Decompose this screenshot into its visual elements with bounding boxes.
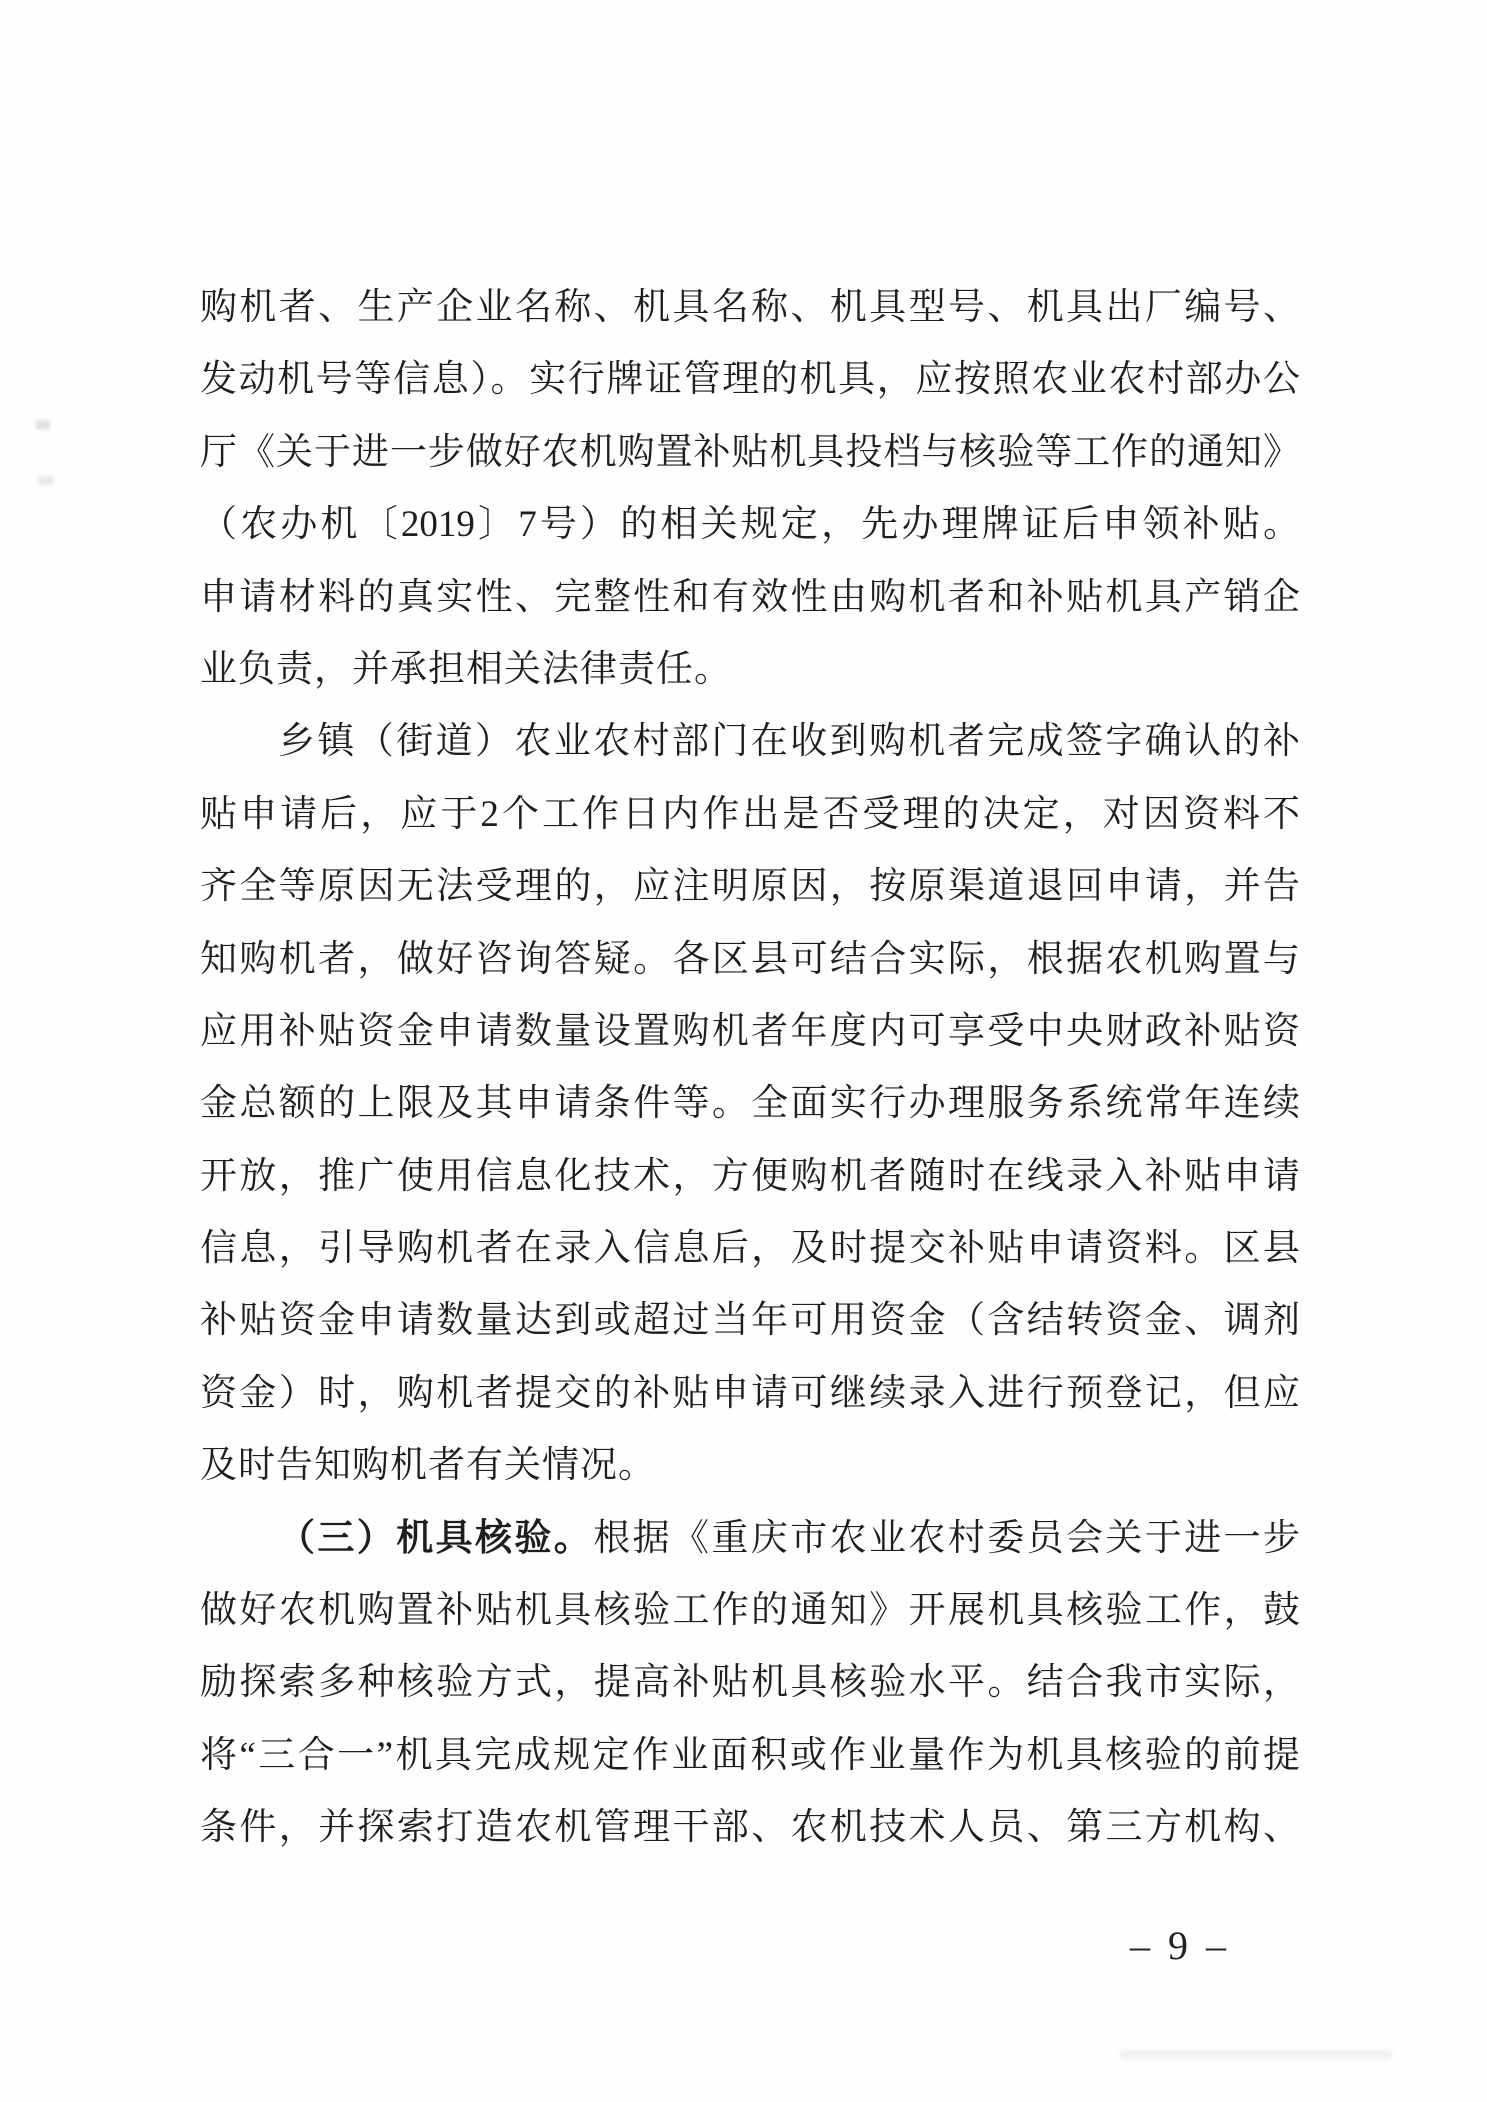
text-line xyxy=(200,634,1300,706)
text-segment: 厅《关于进一步做好农机购置补贴机具投档与核验等工作的通知》 xyxy=(200,431,1300,473)
text-segment: 申请材料的真实性、完整性和有效性由购机者和补贴机具产销企 xyxy=(200,576,1300,618)
text-line xyxy=(200,1141,1300,1213)
text-segment: 励探索多种核验方式，提高补贴机具核验水平。结合我市实际， xyxy=(200,1662,1300,1704)
text-line xyxy=(200,417,1300,489)
text-line xyxy=(200,344,1300,416)
scan-artifact xyxy=(36,420,50,430)
scan-artifact xyxy=(38,476,54,485)
text-line xyxy=(200,1068,1300,1140)
text-segment: 贴申请后，应于2个工作日内作出是否受理的决定，对因资料不 xyxy=(200,793,1300,835)
text-line xyxy=(200,924,1300,996)
text-line xyxy=(200,1792,1300,1864)
text-segment: 乡镇（街道）农业农村部门在收到购机者完成签字确认的补 xyxy=(278,721,1300,763)
text-line xyxy=(200,1213,1300,1285)
text-line xyxy=(200,851,1300,923)
text-segment: 信息，引导购机者在录入信息后，及时提交补贴申请资料。区县 xyxy=(200,1228,1300,1270)
text-segment: 做好农机购置补贴机具核验工作的通知》开展机具核验工作，鼓 xyxy=(200,1590,1300,1632)
text-segment: 应用补贴资金申请数量设置购机者年度内可享受中央财政补贴资 xyxy=(200,1010,1300,1052)
text-segment: 开放，推广使用信息化技术，方便购机者随时在线录入补贴申请 xyxy=(200,1155,1300,1197)
text-line xyxy=(200,1647,1300,1719)
text-line xyxy=(200,1575,1300,1647)
document-body xyxy=(200,272,1300,1865)
text-segment: 将“三合一”机具完成规定作业面积或作业量作为机具核验的前提 xyxy=(200,1734,1300,1776)
text-line xyxy=(200,996,1300,1068)
heading-segment: （三）机具核验。 xyxy=(278,1517,594,1559)
text-segment: 条件，并探索打造农机管理干部、农机技术人员、第三方机构、 xyxy=(200,1807,1300,1849)
text-segment: （农办机〔2019〕7号）的相关规定，先办理牌证后申领补贴。 xyxy=(200,504,1300,546)
text-segment: 齐全等原因无法受理的，应注明原因，按原渠道退回申请，并告 xyxy=(200,866,1300,908)
text-segment: 资金）时，购机者提交的补贴申请可继续录入进行预登记，但应 xyxy=(200,1372,1300,1414)
page-number: – 9 – xyxy=(1130,1923,1230,1968)
text-segment: 补贴资金申请数量达到或超过当年可用资金（含结转资金、调剂 xyxy=(200,1300,1300,1342)
text-segment: 金总额的上限及其申请条件等。全面实行办理服务系统常年连续 xyxy=(200,1083,1300,1125)
text-line xyxy=(200,1358,1300,1430)
text-line xyxy=(200,779,1300,851)
text-line xyxy=(200,489,1300,561)
text-line xyxy=(200,1430,1300,1502)
text-line xyxy=(200,1720,1300,1792)
text-line xyxy=(200,1503,1300,1575)
text-segment: 根据《重庆市农业农村委员会关于进一步 xyxy=(593,1517,1301,1559)
text-line xyxy=(200,272,1300,344)
text-segment: 购机者、生产企业名称、机具名称、机具型号、机具出厂编号、 xyxy=(200,287,1300,328)
scan-artifact xyxy=(1120,2050,1392,2059)
text-segment: 知购机者，做好咨询答疑。各区县可结合实际，根据农机购置与 xyxy=(200,938,1300,980)
text-segment: 发动机号等信息）。实行牌证管理的机具，应按照农业农村部办公 xyxy=(200,359,1300,401)
text-line xyxy=(200,562,1300,634)
text-segment: 及时告知购机者有关情况。 xyxy=(200,1445,656,1487)
text-line xyxy=(200,1285,1300,1357)
text-segment: 业负责，并承担相关法律责任。 xyxy=(200,648,732,690)
text-line xyxy=(200,706,1300,778)
